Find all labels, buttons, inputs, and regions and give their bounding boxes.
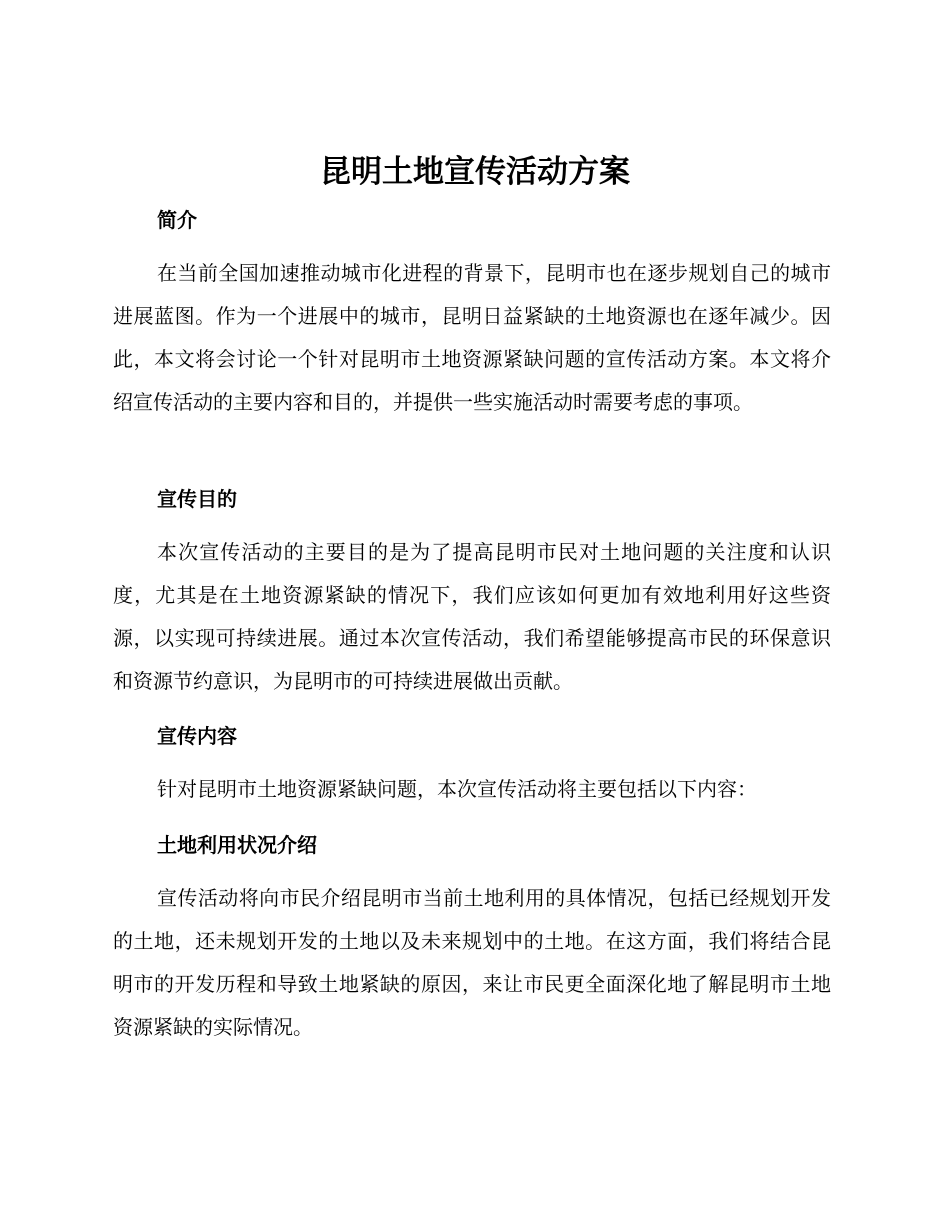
document-title: 昆明土地宣传活动方案 bbox=[320, 154, 630, 190]
section-heading-content: 宣传内容 bbox=[157, 724, 237, 748]
section-heading-intro: 简介 bbox=[157, 208, 197, 232]
section-paragraph-land-use: 宣传活动将向市民介绍昆明市当前土地利用的具体情况，包括已经规划开发的土地，还未规划开发的土地以及未来规划中的土地。在这方面，我们将结合昆明市的开发历程和导致土地紧缺的原因，来让市民更全面深化地了解昆明市土地资源紧缺的实际情况。 bbox=[113, 886, 831, 1039]
section-paragraph-purpose: 本次宣传活动的主要目的是为了提高昆明市民对土地问题的关注度和认识度，尤其是在土地资源紧缺的情况下，我们应该如何更加有效地利用好这些资源，以实现可持续进展。通过本次宣传活动，我们希望能够提高市民的环保意识和资源节约意识，为昆明市的可持续进展做出贡献。 bbox=[113, 540, 831, 693]
section-paragraph-intro: 在当前全国加速推动城市化进程的背景下，昆明市也在逐步规划自己的城市进展蓝图。作为一个进展中的城市，昆明日益紧缺的土地资源也在逐年减少。因此，本文将会讨论一个针对昆明市土地资源紧缺问题的宣传活动方案。本文将介绍宣传活动的主要内容和目的，并提供一些实施活动时需要考虑的事项。 bbox=[113, 261, 831, 414]
section-heading-land-use: 土地利用状况介绍 bbox=[157, 833, 317, 857]
section-paragraph-content: 针对昆明市土地资源紧缺问题，本次宣传活动将主要包括以下内容： bbox=[157, 777, 757, 801]
section-heading-purpose: 宣传目的 bbox=[157, 487, 237, 511]
